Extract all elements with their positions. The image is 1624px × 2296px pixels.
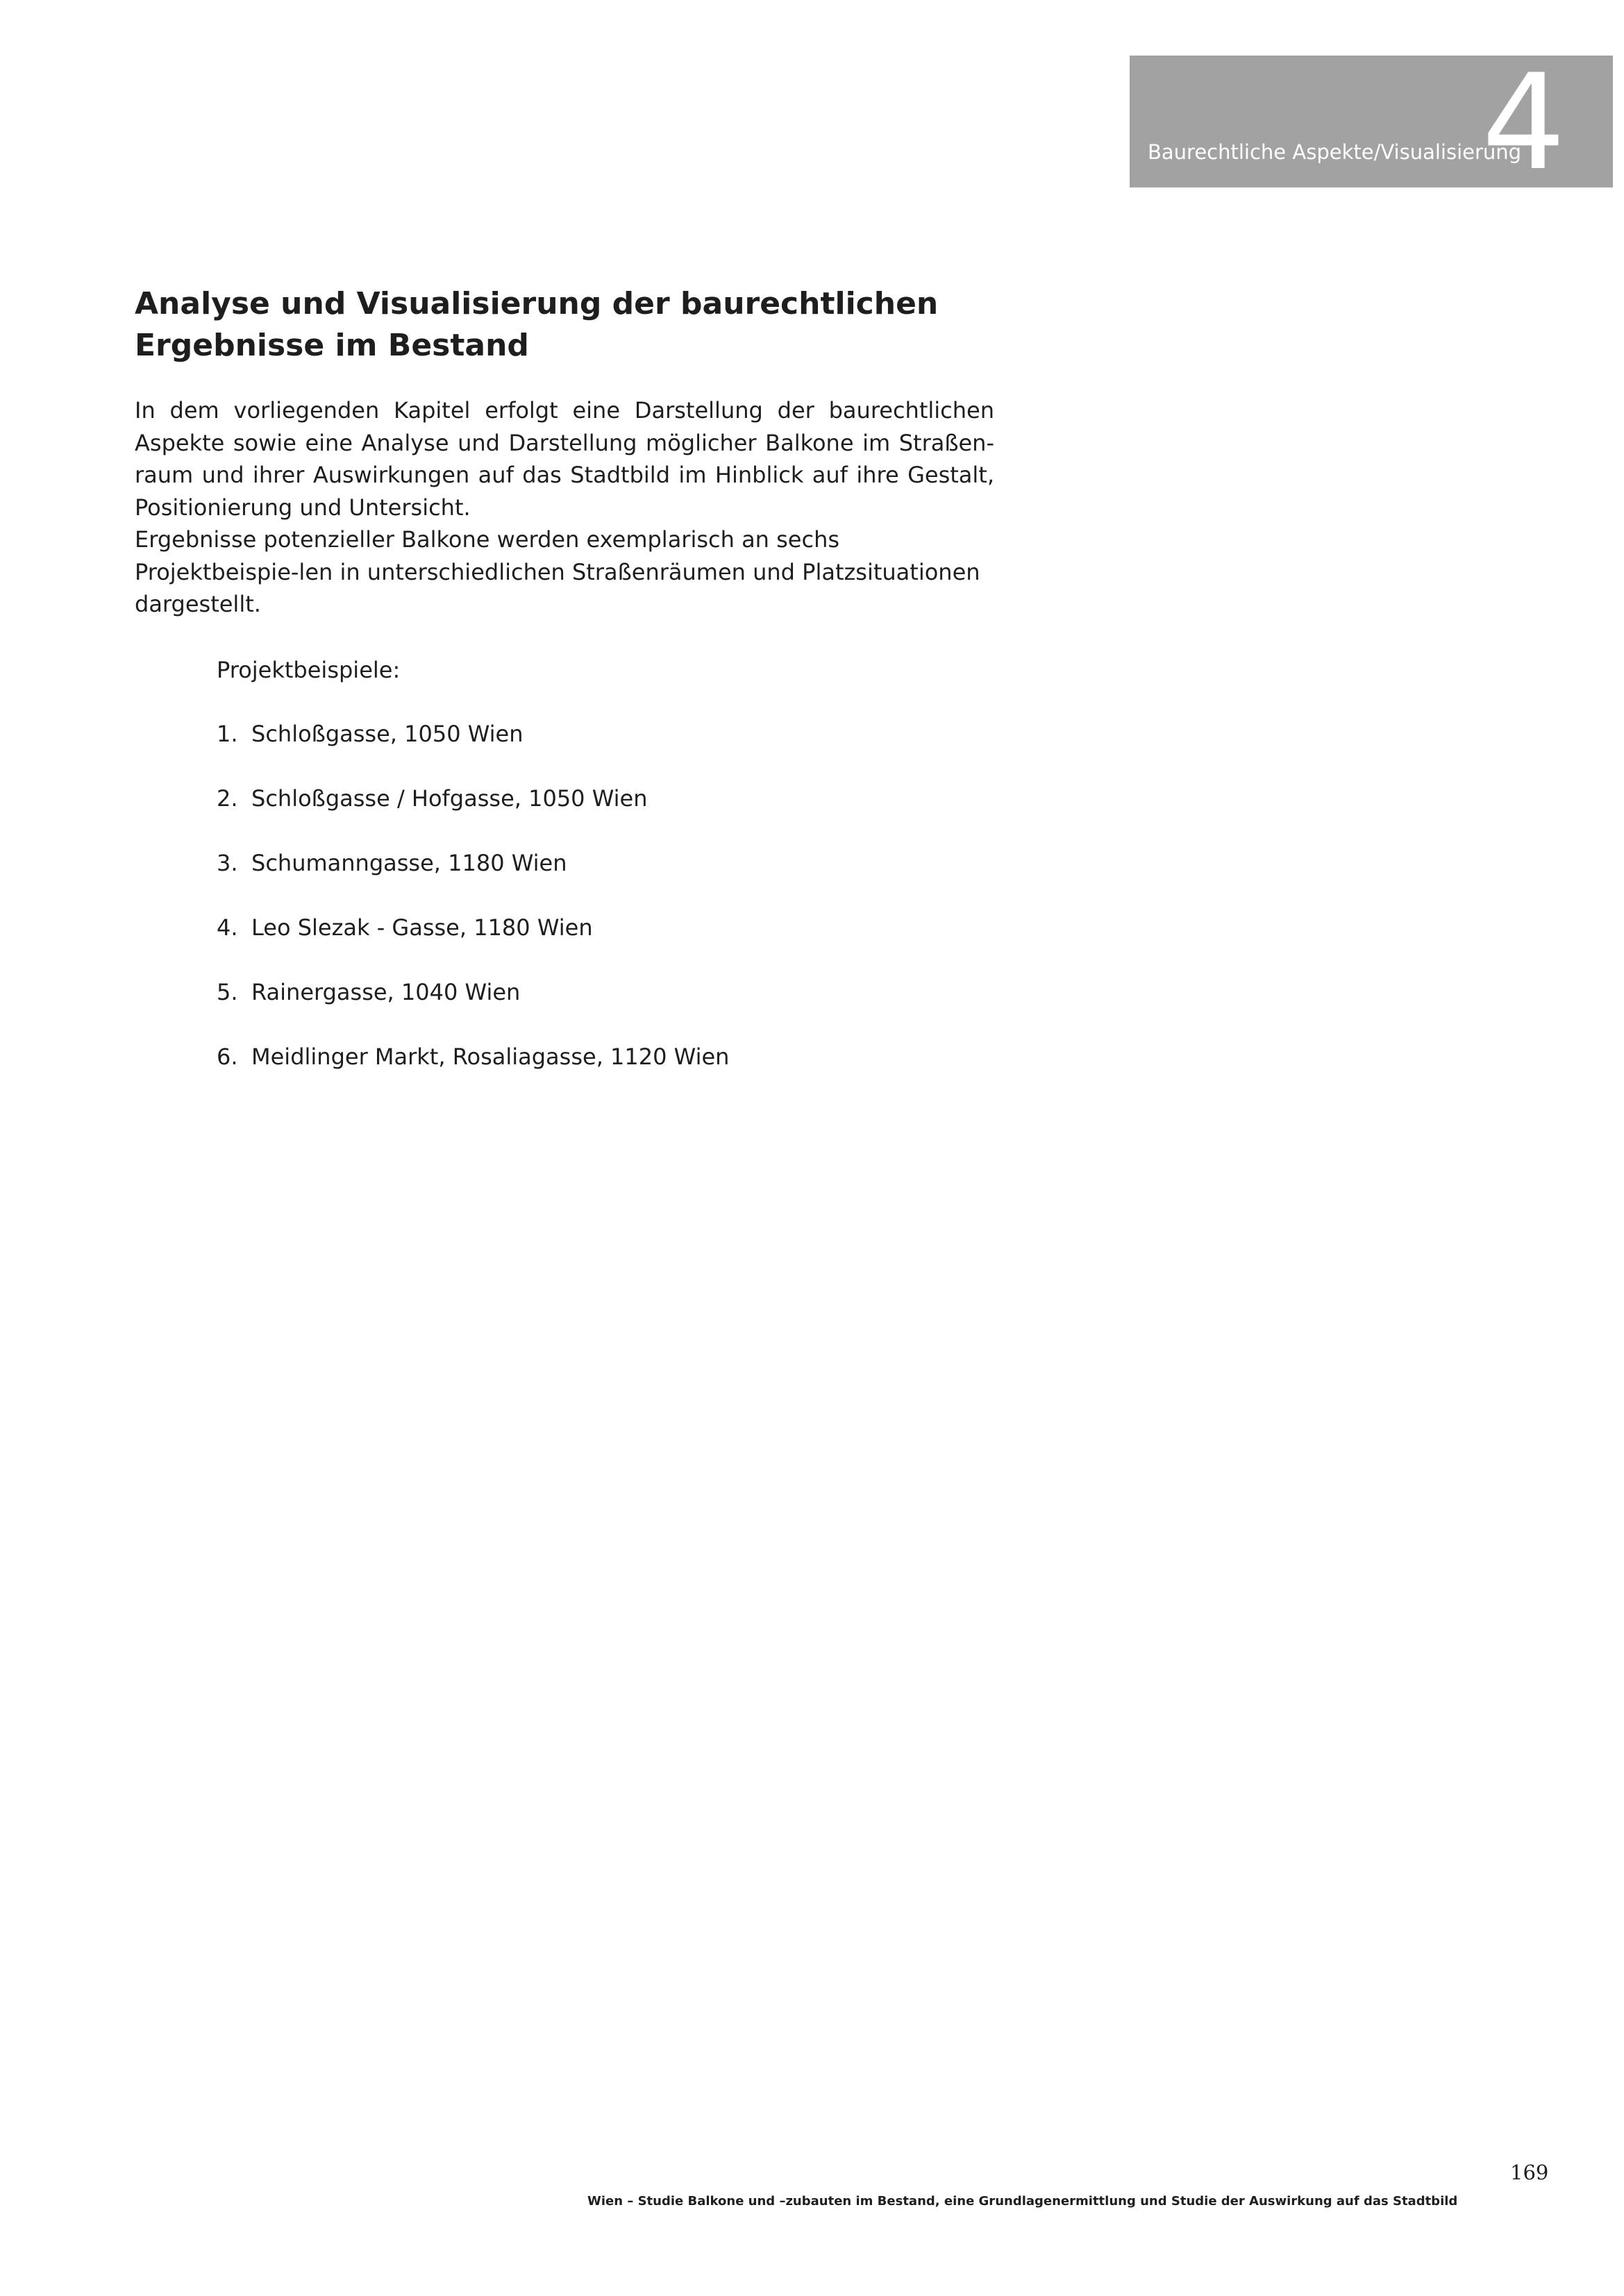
project-list-item [217,718,524,750]
project-list-item [217,847,567,879]
project-label: Schloßgasse, 1050 Wien [251,721,524,747]
project-label: Rainergasse, 1040 Wien [251,979,521,1005]
intro-paragraph-2: Ergebnisse potenzieller Balkone werden exemplarisch an sechs Projektbeispie-len in unterschiedlichen Straßenräumen und Platzsituationen dargestellt. [135,526,980,617]
project-label: Schumanngasse, 1180 Wien [251,850,567,876]
project-label: Meidlinger Markt, Rosaliagasse, 1120 Wien [251,1044,730,1070]
project-number: 3. [217,850,238,876]
project-number: 6. [217,1044,238,1070]
chapter-number: 4 [1482,46,1566,199]
project-number: 2. [217,785,238,812]
project-label: Leo Slezak - Gasse, 1180 Wien [251,914,593,941]
footer-text: Wien – Studie Balkone und –zubauten im Bestand, eine Grundlagenermittlung und Studie der Auswirkung auf das Stadtbild [587,2194,1458,2209]
project-number: 4. [217,914,238,941]
project-number: 1. [217,721,238,747]
project-list-item [217,1041,729,1073]
intro-paragraph-1: In dem vorliegenden Kapitel erfolgt eine Darstellung der baurechtlichen Aspekte sowie eine Analyse und Darstellung möglicher Balkone im Straßen-raum und ihrer Auswirkungen auf das Stadtbild im Hinblick auf ihre Gestalt, Positionierung und Untersicht. [135,397,994,521]
intro-text [135,394,994,621]
chapter-tab [1130,46,1613,199]
page-title [135,283,1037,367]
project-number: 5. [217,979,238,1005]
project-examples [217,654,980,1070]
chapter-section-label: Baurechtliche Aspekte/Visualisierung [1148,140,1522,164]
project-list-item [217,782,648,814]
project-label: Schloßgasse / Hofgasse, 1050 Wien [251,785,648,812]
page-title-line-1: Analyse und Visualisierung der baurechtlichen [135,286,939,321]
project-list-item [217,912,593,944]
page-number: 169 [1510,2161,1549,2184]
project-examples-heading: Projektbeispiele: [217,657,401,683]
project-list-item [217,976,520,1008]
page-title-line-2: Ergebnisse im Bestand [135,328,529,363]
